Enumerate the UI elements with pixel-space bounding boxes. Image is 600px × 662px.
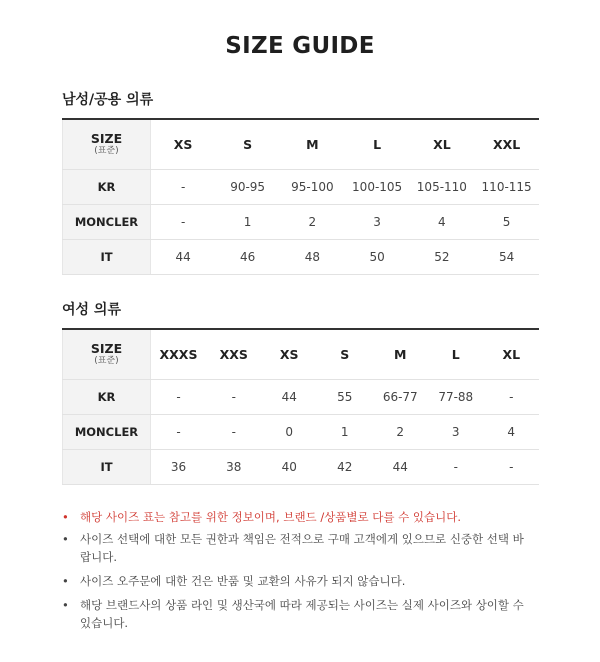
table-cell: -	[206, 379, 262, 414]
page-title: SIZE GUIDE	[225, 33, 375, 59]
table-cell: -	[151, 414, 207, 449]
table-cell: 42	[317, 449, 373, 484]
women-col-header: XL	[484, 329, 540, 379]
women-size-header	[63, 329, 151, 379]
table-cell: -	[151, 379, 207, 414]
men-size-sublabel: (표준)	[94, 145, 119, 156]
men-col-header: XXL	[474, 119, 539, 169]
table-cell: -	[151, 204, 216, 239]
table-cell: -	[484, 379, 540, 414]
women-size-table	[62, 328, 539, 485]
women-col-header: L	[428, 329, 484, 379]
men-size-table	[62, 118, 539, 275]
table-cell: -	[428, 449, 484, 484]
bullet-icon: •	[62, 510, 69, 524]
notes-list	[62, 508, 532, 632]
table-cell: 3	[428, 414, 484, 449]
women-section-title: 여성 의류	[62, 302, 121, 318]
row-label: IT	[63, 449, 151, 484]
table-cell: 38	[206, 449, 262, 484]
table-cell: 95-100	[280, 169, 345, 204]
men-col-header: S	[215, 119, 280, 169]
table-cell: 2	[373, 414, 429, 449]
row-label: IT	[63, 239, 151, 274]
table-cell: 90-95	[215, 169, 280, 204]
list-item	[62, 530, 532, 566]
men-size-header	[63, 119, 151, 169]
table-cell: 44	[151, 239, 216, 274]
table-cell: 4	[410, 204, 475, 239]
bullet-icon: •	[62, 598, 69, 612]
table-cell: 77-88	[428, 379, 484, 414]
table-cell: 66-77	[373, 379, 429, 414]
table-row	[63, 239, 540, 274]
women-col-header: XXXS	[151, 329, 207, 379]
table-cell: -	[206, 414, 262, 449]
women-size-sublabel: (표준)	[94, 355, 119, 366]
table-row	[63, 379, 540, 414]
women-col-header: XXS	[206, 329, 262, 379]
table-cell: 48	[280, 239, 345, 274]
table-cell: 40	[262, 449, 318, 484]
table-row	[63, 449, 540, 484]
table-cell: -	[484, 449, 540, 484]
list-item	[62, 596, 532, 632]
note-text: 해당 브랜드사의 상품 라인 및 생산국에 따라 제공되는 사이즈는 실제 사이즈와 상이할 수 있습니다.	[80, 598, 524, 630]
women-header-row	[63, 329, 540, 379]
table-row	[63, 169, 540, 204]
bullet-icon: •	[62, 532, 69, 546]
table-cell: 44	[373, 449, 429, 484]
table-cell: 4	[484, 414, 540, 449]
note-text: 사이즈 선택에 대한 모든 권한과 책임은 전적으로 구매 고객에게 있으므로 신중한 선택 바랍니다.	[80, 532, 524, 564]
men-col-header: XS	[151, 119, 216, 169]
table-cell: 2	[280, 204, 345, 239]
row-label: MONCLER	[63, 414, 151, 449]
table-cell: 36	[151, 449, 207, 484]
table-row	[63, 204, 540, 239]
men-section-title: 남성/공용 의류	[62, 92, 154, 108]
table-row	[63, 414, 540, 449]
women-col-header: XS	[262, 329, 318, 379]
men-header-row	[63, 119, 540, 169]
table-cell: 105-110	[410, 169, 475, 204]
bullet-icon: •	[62, 574, 69, 588]
men-col-header: M	[280, 119, 345, 169]
row-label: KR	[63, 169, 151, 204]
table-cell: 100-105	[345, 169, 410, 204]
list-item	[62, 572, 532, 590]
women-col-header: M	[373, 329, 429, 379]
table-cell: 1	[215, 204, 280, 239]
women-size-label: SIZE	[90, 340, 123, 356]
table-cell: 54	[474, 239, 539, 274]
men-col-header: L	[345, 119, 410, 169]
table-cell: 5	[474, 204, 539, 239]
men-col-header: XL	[410, 119, 475, 169]
table-cell: 50	[345, 239, 410, 274]
table-cell: 55	[317, 379, 373, 414]
table-cell: 44	[262, 379, 318, 414]
list-item	[62, 508, 532, 526]
table-cell: 46	[215, 239, 280, 274]
table-cell: 3	[345, 204, 410, 239]
table-cell: 1	[317, 414, 373, 449]
note-text: 사이즈 오주문에 대한 건은 반품 및 교환의 사유가 되지 않습니다.	[80, 574, 406, 588]
table-cell: 110-115	[474, 169, 539, 204]
table-cell: 0	[262, 414, 318, 449]
table-cell: -	[151, 169, 216, 204]
row-label: MONCLER	[63, 204, 151, 239]
women-col-header: S	[317, 329, 373, 379]
men-size-label: SIZE	[90, 130, 123, 146]
note-text: 해당 사이즈 표는 참고를 위한 정보이며, 브랜드 /상품별로 다를 수 있습니다.	[80, 510, 462, 524]
row-label: KR	[63, 379, 151, 414]
table-cell: 52	[410, 239, 475, 274]
